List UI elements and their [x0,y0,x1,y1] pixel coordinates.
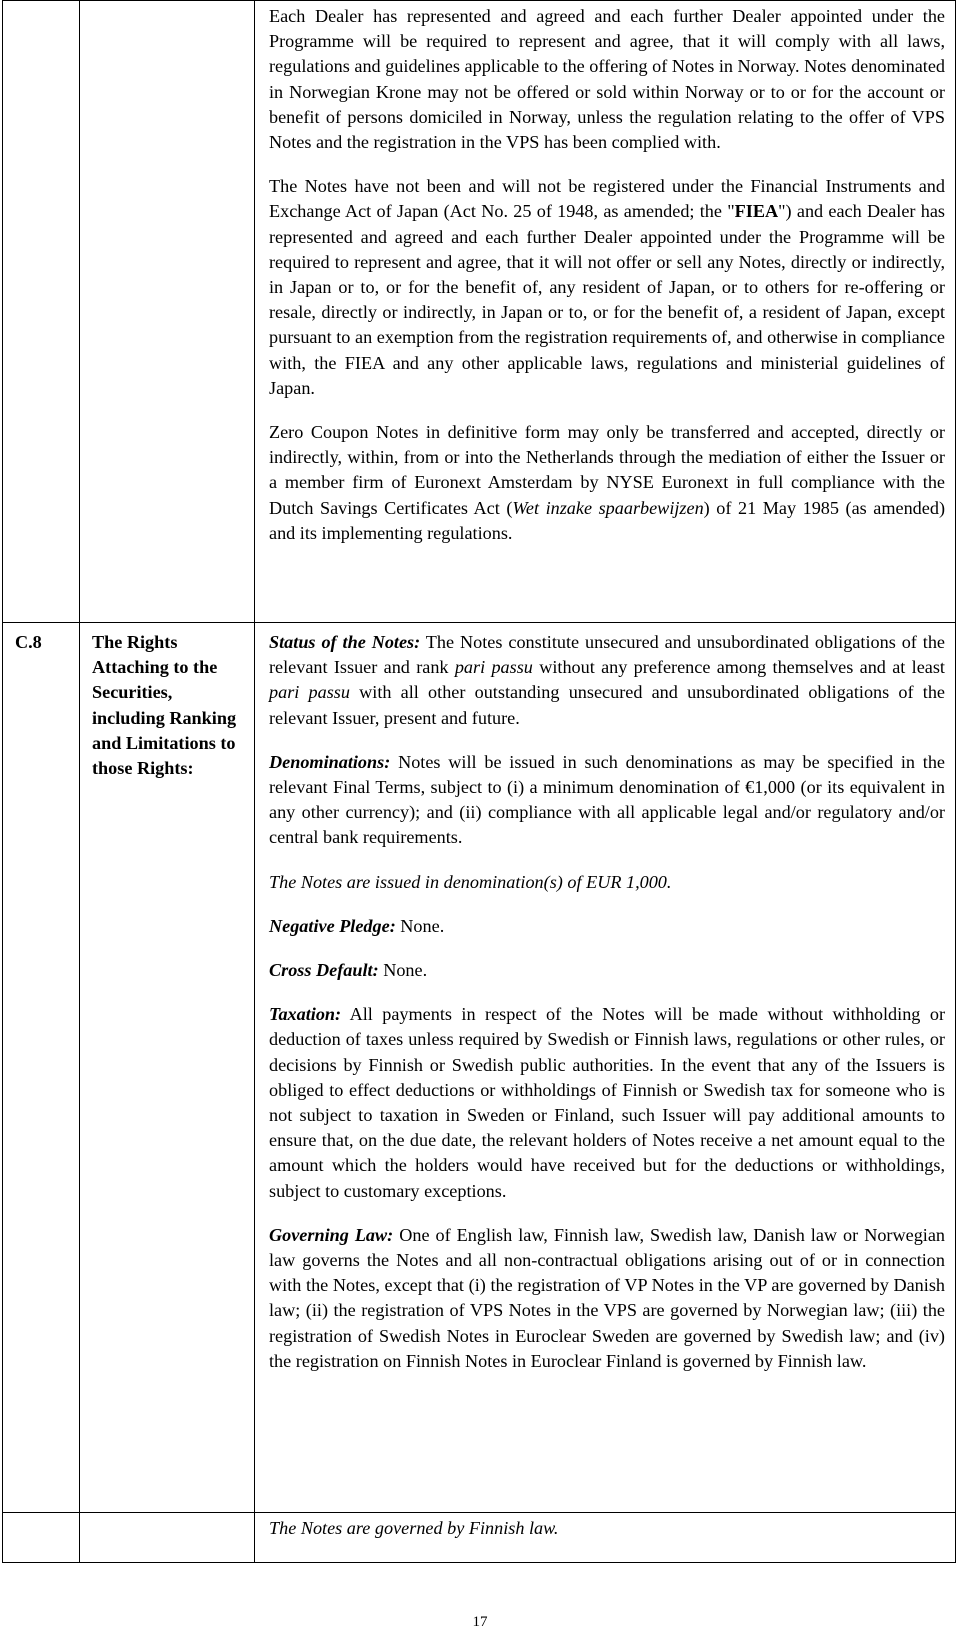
negative-pledge-lead: Negative Pledge: [269,915,396,936]
governing-law-final: The Notes are governed by Finnish law. [269,1518,559,1538]
cross-default-lead: Cross Default: [269,960,379,981]
cross-default-paragraph: Cross Default: None. [269,960,428,981]
section-number: C.8 [15,632,42,652]
taxation-lead: Taxation: [269,1004,342,1025]
japan-paragraph: The Notes have not been and will not be registered under the Financial Instruments and Exchange Act of Japan (Act No. 25 of 1948, as amended; the "FIEA") and each Dealer has represented and agreed and each further Dealer appointed under the Programme will be required to represent and agree, that it will not offer or sell any Notes, directly or indirectly, in Japan or to, or for the benefit of, any resident of Japan, or to others for re-offering or resale, directly or indirectly, in Japan or to, or for the benefit of, a resident of Japan, except pursuant to an exemption from the registration requirements of, and otherwise in compliance with, the FIEA and any other applicable laws, regulations and ministerial guidelines of Japan. [269,176,945,398]
status-lead: Status of the Notes: [269,632,421,652]
status-paragraph: Status of the Notes: The Notes constitute unsecured and unsubordinated obligations of the relevant Issuer and rank pari passu without any preference among themselves and at least pari passu with all other outstanding unsecured and unsubordinated obligations of the relevant Issuer, present and future. [269,632,946,728]
table-row-prev-section [3,1,956,623]
denominations-lead: Denominations: [269,751,391,772]
dutch-act-name: Wet inzake spaarbewijzen [512,497,704,518]
section-content [255,623,955,1374]
empty-title-cell-2 [80,1513,255,1563]
governing-law-lead: Governing Law: [269,1224,394,1245]
empty-title-cell [80,1,255,623]
taxation-paragraph: Taxation: All payments in respect of the Notes will be made without withholding or deduction of taxes unless required by Swedish or Finnish laws, regulations or other rules, or decisions by Finnish or Swedish public authorities. In the event that any of the Issuers is obliged to effect deductions or withholdings of Finnish or Swedish tax for someone who is not subject to taxation in Sweden or Finland, such Issuer will pay additional amounts to ensure that, on the due date, the relevant holders of Notes receive a net amount equal to the amount which the holders would have received but for the deductions or withholdings, subject to customary exceptions. [269,1004,946,1201]
empty-number-cell-2 [3,1513,80,1563]
netherlands-paragraph: Zero Coupon Notes in definitive form may only be transferred and accepted, directly or indirectly, within, from or into the Netherlands through the mediation of either the Issuer or a member firm of Euronext Amsterdam by NYSE Euronext in full compliance with the Dutch Savings Certificates Act (Wet inzake spaarbewijzen) of 21 May 1985 (as amended) and its implementing regulations. [269,422,946,543]
governing-law-final-cell [255,1513,956,1563]
governing-law-paragraph: Governing Law: One of English law, Finnish law, Swedish law, Danish law or Norwegian law governs the Notes and all non-contractual obligations arising out of or in connection with the Notes, except that (i) the registration of VP Notes in the VP are governed by Danish law; (ii) the registration of VPS Notes in the VPS are governed by Norwegian law; (iii) the registration of Swedish Notes in Euroclear Sweden are governed by Swedish law; and (iv) the registration on Finnish Notes in Euroclear Finland is governed by Finnish law. [269,1224,946,1371]
selling-restrictions-body [255,1,955,546]
empty-number-cell [3,1,80,623]
section-content-cell [255,623,956,1513]
table-row-governing-law-final [3,1513,956,1563]
table-row-c8 [3,623,956,1513]
page-number: 17 [472,1614,488,1630]
section-title: The Rights Attaching to the Securities, including Ranking and Limitations to those Rights: [92,632,237,779]
section-number-cell [3,623,80,1513]
denominations-issued: The Notes are issued in denomination(s) of EUR 1,000. [269,871,672,892]
selling-restrictions-cell [255,1,956,623]
negative-pledge-paragraph: Negative Pledge: None. [269,915,445,936]
fiea-term: FIEA [734,201,779,222]
summary-table [2,0,956,1563]
norway-paragraph: Each Dealer has represented and agreed and each further Dealer appointed under the Programme will be required to represent and agree, that it will comply with all laws, regulations and guidelines applicable to the offering of Notes in Norway. Notes denominated in Norwegian Krone may not be offered or sold within Norway or to or for the account or benefit of persons domiciled in Norway, unless the regulation relating to the offer of VPS Notes and the registration in the VPS has been complied with. [269,6,946,153]
denominations-paragraph: Denominations: Notes will be issued in such denominations as may be specified in the relevant Final Terms, subject to (i) a minimum denomination of €1,000 (or its equivalent in any other currency); and (ii) compliance with all applicable legal and/or regulatory and/or central bank requirements. [269,751,946,848]
governing-law-final-body [255,1513,955,1541]
section-title-cell [80,623,255,1513]
